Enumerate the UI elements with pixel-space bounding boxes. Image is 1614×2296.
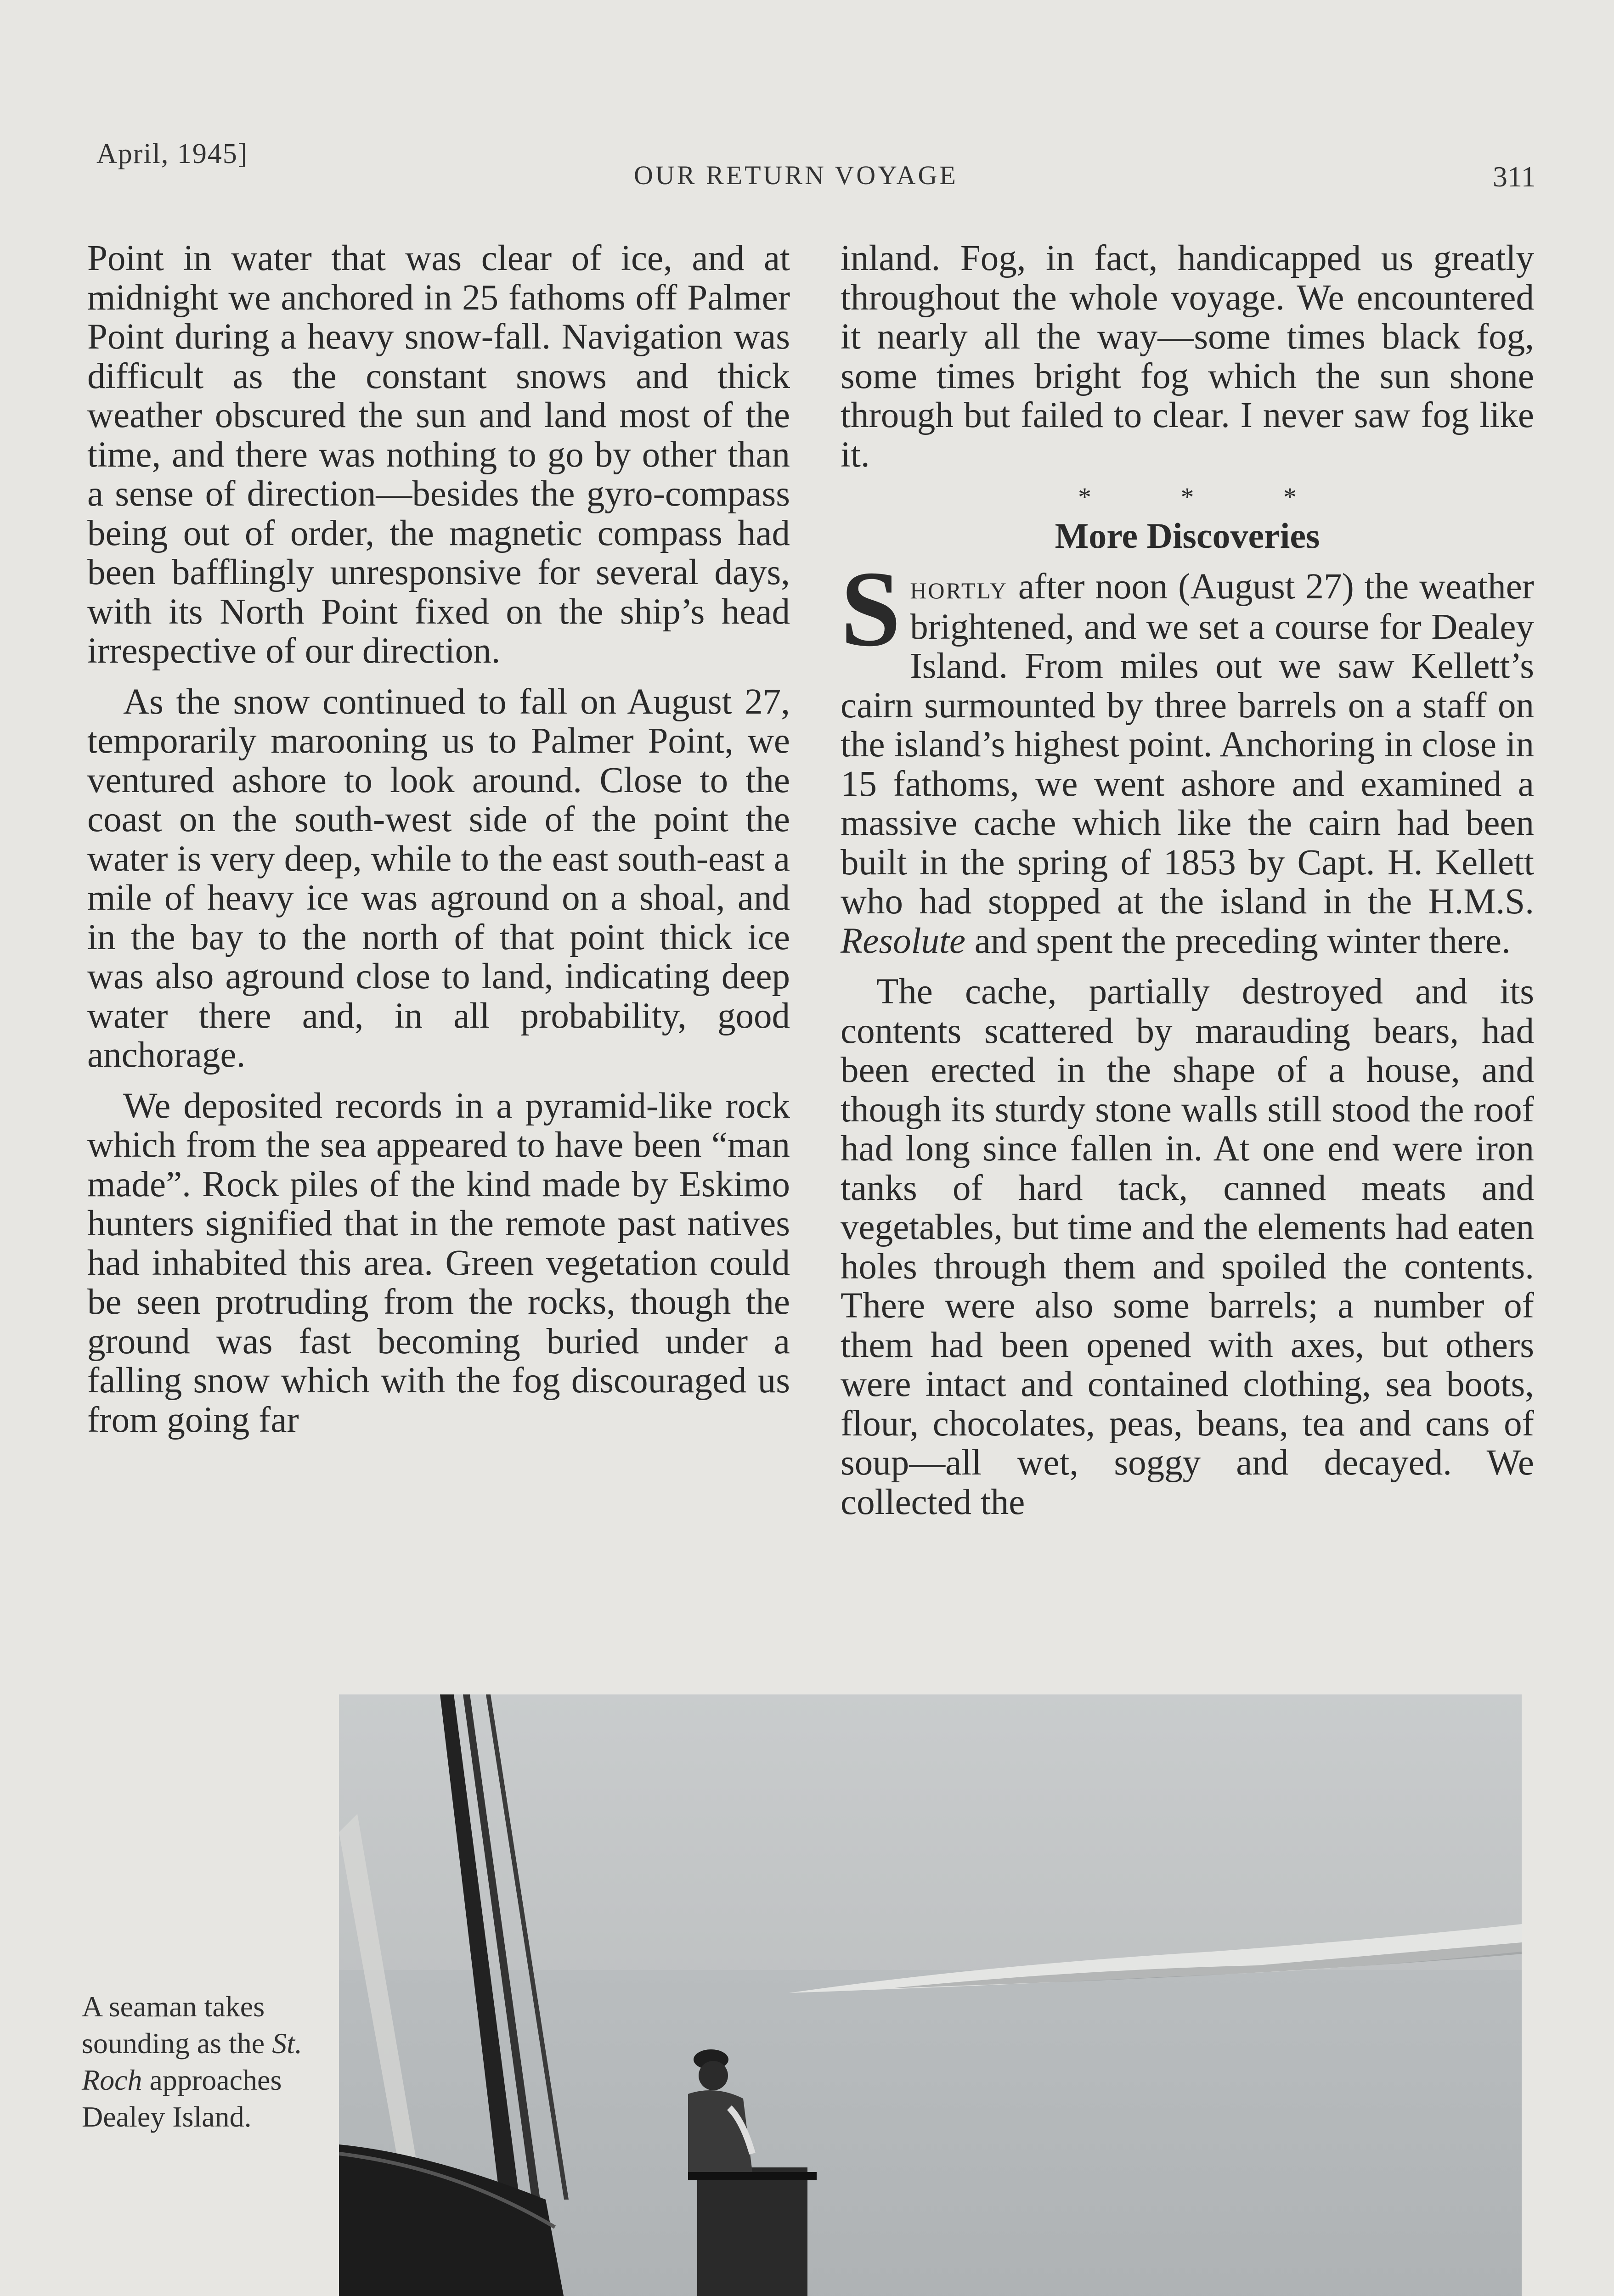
caption-text: A seaman takes sounding as the xyxy=(82,1990,265,2060)
running-header-title: OUR RETURN VOYAGE xyxy=(634,160,958,190)
caption-vessel-name: St. Roch xyxy=(82,2027,302,2096)
paragraph: As the snow continued to fall on August 27, temporarily marooning us to Palmer Point, we ventured ashore to look around. Close to the coast on the south-west side of the point the water is very deep, while to the east south-east a mile of heavy ice was aground on a shoal, and in the bay to the north of that point thick ice was also aground close to land, indicating deep water there and, in all probability, good anchorage. xyxy=(87,681,790,1075)
paragraph-text: and spent the preceding winter there. xyxy=(965,921,1511,961)
paragraph: Point in water that was clear of ice, and at midnight we anchored in 25 fathoms off Palmer Point during a heavy snow-fall. Navigation was difficult as the constant snows and thick weather obscured the sun and land most of the time, and there was nothing to go by other than a sense of direction—besides the gyro-compass being out of order, the magnetic compass had been bafflingly unresponsive for several days, with its North Point fixed on the ship’s head irrespective of our direction. xyxy=(87,238,790,671)
seaman-on-ship-bow-photo xyxy=(339,1694,1522,2296)
paragraph: inland. Fog, in fact, handicapped us greatly throughout the whole voyage. We encountered it nearly all the way—some times black fog, some times bright fog which the sun shone through but failed to clear. I never saw fog like it. xyxy=(841,238,1534,475)
seaman-head xyxy=(699,2061,728,2090)
section-separator: * * * xyxy=(1078,482,1297,512)
ship-name: Resolute xyxy=(841,921,966,961)
lead-in-smallcaps: hortly xyxy=(910,569,1008,606)
left-text-column xyxy=(87,239,790,1451)
right-text-column xyxy=(841,239,1534,1533)
paragraph xyxy=(841,549,1534,961)
running-header-date: April, 1945] xyxy=(96,138,248,169)
section-heading: More Discoveries xyxy=(1055,516,1320,556)
drop-cap: S xyxy=(841,549,901,669)
paragraph-text: after noon (August 27) the weather brightened, and we set a course for Dealey Island. From miles out we saw Kellett’s cairn surmounted by three barrels on a staff on the island’s highest point. Anchoring in close in 15 fathoms, we went ashore and examined a massive cache which like the cairn had been built in the spring of 1853 by Capt. H. Kellett who had stopped at the island in the H.M.S. xyxy=(841,567,1534,922)
paragraph: The cache, partially destroyed and its contents scattered by marauding bears, had been erected in the shape of a house, and though its sturdy stone walls still stood the roof had long since fallen in. At one end were iron tanks of hard tack, canned meats and vegetables, but time and the elements had eaten holes through them and spoiled the contents. There were also some barrels; a number of them had been opened with axes, but others were intact and contained clothing, sea boots, flour, chocolates, peas, beans, tea and cans of soup—all wet, soggy and decayed. We collected the xyxy=(841,972,1534,1522)
sky xyxy=(339,1694,1522,1979)
page-number: 311 xyxy=(1493,160,1536,193)
paragraph: We deposited records in a pyramid-like rock which from the sea appeared to have been “man made”. Rock piles of the kind made by Eskimo hunters signified that in the remote past natives had inhabited this area. Green vegetation could be seen protruding from the rocks, though the ground was fast becoming buried under a falling snow which with the fog discouraged us from going far xyxy=(87,1086,790,1440)
sounding-platform xyxy=(697,2167,807,2296)
photo-illustration xyxy=(339,1694,1522,2296)
caption-text: approaches Dealey Island. xyxy=(82,2064,282,2133)
platform-rail xyxy=(688,2172,817,2180)
photo-caption xyxy=(82,1988,330,2135)
